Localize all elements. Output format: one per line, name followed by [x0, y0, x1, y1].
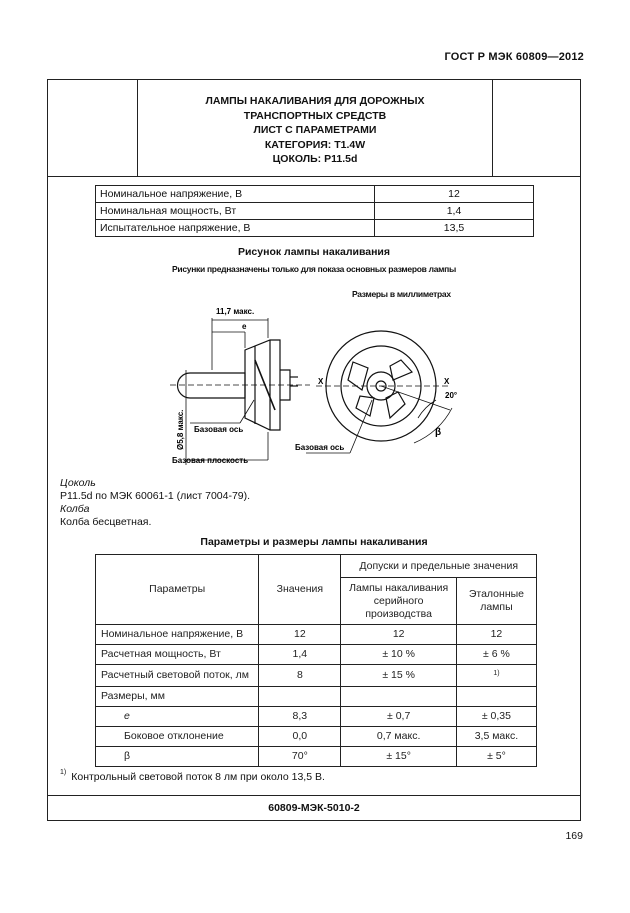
param-value: 1,4 — [375, 203, 534, 220]
param-label: Номинальная мощность, Вт — [96, 203, 375, 220]
table-row — [96, 687, 537, 707]
title-line: ЛИСТ С ПАРАМЕТРАМИ — [253, 124, 377, 136]
footnote-mark: 1) — [60, 769, 67, 776]
figure-note: Рисунки предназначены только для показа основных размеров лампы — [172, 264, 456, 274]
row-value — [259, 687, 341, 707]
row-value: 70° — [259, 747, 341, 767]
table2-title: Параметры и размеры лампы накаливания — [200, 536, 428, 548]
header-divider — [47, 176, 581, 177]
table-row — [96, 220, 534, 237]
row-value: 12 — [259, 625, 341, 645]
header-params: Параметры — [96, 555, 259, 625]
param-value: 13,5 — [375, 220, 534, 237]
table-header-row — [96, 555, 537, 578]
max-length-label: 11,7 макс. — [216, 307, 255, 316]
row-param: Расчетная мощность, Вт — [96, 645, 259, 665]
footnote — [60, 771, 325, 783]
title-line: ЛАМПЫ НАКАЛИВАНИЯ ДЛЯ ДОРОЖНЫХ — [205, 95, 425, 107]
reference-axis-label: Базовая ось — [295, 443, 345, 452]
table-row — [96, 203, 534, 220]
row-reference — [456, 687, 536, 707]
row-reference: ± 6 % — [456, 645, 536, 665]
header-right-cell — [492, 79, 581, 176]
standard-number: ГОСТ Р МЭК 60809—2012 — [444, 51, 584, 63]
table-row — [96, 707, 537, 727]
header-left-cell — [47, 79, 138, 176]
row-value: 0,0 — [259, 727, 341, 747]
row-serial — [341, 687, 456, 707]
parameters-table — [95, 554, 537, 767]
row-param: Расчетный световой поток, лм — [96, 665, 259, 687]
row-reference: 12 — [456, 625, 536, 645]
header-values: Значения — [259, 555, 341, 625]
row-param: Боковое отклонение — [96, 727, 259, 747]
param-value: 12 — [375, 186, 534, 203]
param-label: Испытательное напряжение, В — [96, 220, 375, 237]
bulb-caption-label: Колба — [60, 503, 90, 515]
param-label: Номинальное напряжение, В — [96, 186, 375, 203]
header-reference: Эталонные лампы — [456, 578, 536, 625]
diameter-label: Ø5,8 макс. — [176, 409, 185, 450]
title-line: ТРАНСПОРТНЫХ СРЕДСТВ — [243, 109, 387, 122]
row-value: 8 — [259, 665, 341, 687]
row-param: Размеры, мм — [96, 687, 259, 707]
table-row — [96, 665, 537, 687]
bulb-caption-text: Колба бесцветная. — [60, 516, 152, 528]
dimensions-note: Размеры в миллиметрах — [352, 289, 451, 299]
header-tolerances: Допуски и предельные значения — [341, 555, 537, 578]
sheet-title — [138, 94, 492, 167]
figure-title: Рисунок лампы накаливания — [237, 246, 391, 258]
row-serial: 12 — [341, 625, 456, 645]
page-number: 169 — [565, 830, 583, 842]
table-row — [96, 747, 537, 767]
reference-plane-label: Базовая плоскость — [172, 456, 249, 465]
row-serial: ± 15° — [341, 747, 456, 767]
row-param: β — [96, 747, 259, 767]
table-row — [96, 727, 537, 747]
lamp-drawing — [150, 300, 470, 470]
title-line: КАТЕГОРИЯ: Т1.4W — [264, 138, 366, 151]
row-reference: 3,5 макс. — [456, 727, 536, 747]
x-axis-right-label: X — [444, 377, 450, 386]
row-value: 1,4 — [259, 645, 341, 665]
end-view — [306, 331, 452, 453]
table-row — [96, 645, 537, 665]
row-serial: ± 0,7 — [341, 707, 456, 727]
base-caption-text: P11.5d по МЭК 60061-1 (лист 7004-79). — [60, 490, 251, 502]
row-serial: 0,7 макс. — [341, 727, 456, 747]
row-param: Номинальное напряжение, В — [96, 625, 259, 645]
row-serial: ± 10 % — [341, 645, 456, 665]
row-reference: ± 0,35 — [456, 707, 536, 727]
side-view — [170, 318, 310, 465]
footer-divider — [47, 795, 581, 796]
row-serial: ± 15 % — [341, 665, 456, 687]
dimension-e-label: е — [242, 322, 247, 331]
sheet-code: 60809-МЭК-5010-2 — [268, 802, 360, 814]
row-param: е — [96, 707, 259, 727]
beta-label: β — [435, 427, 442, 438]
row-value: 8,3 — [259, 707, 341, 727]
angle-label: 20° — [445, 391, 458, 400]
footnote-text: Контрольный световой поток 8 лм при около 13,5 В. — [71, 771, 325, 783]
table-row — [96, 186, 534, 203]
table-row — [96, 625, 537, 645]
row-reference: ± 5° — [456, 747, 536, 767]
x-axis-left-label: X — [318, 377, 324, 386]
row-reference: 1) — [456, 665, 536, 687]
title-line: ЦОКОЛЬ: P11.5d — [272, 153, 358, 165]
base-caption-label: Цоколь — [60, 477, 96, 489]
rated-values-table — [95, 185, 534, 237]
reference-axis-label: Базовая ось — [194, 425, 244, 434]
header-serial: Лампы накаливания серийного производства — [341, 578, 456, 625]
